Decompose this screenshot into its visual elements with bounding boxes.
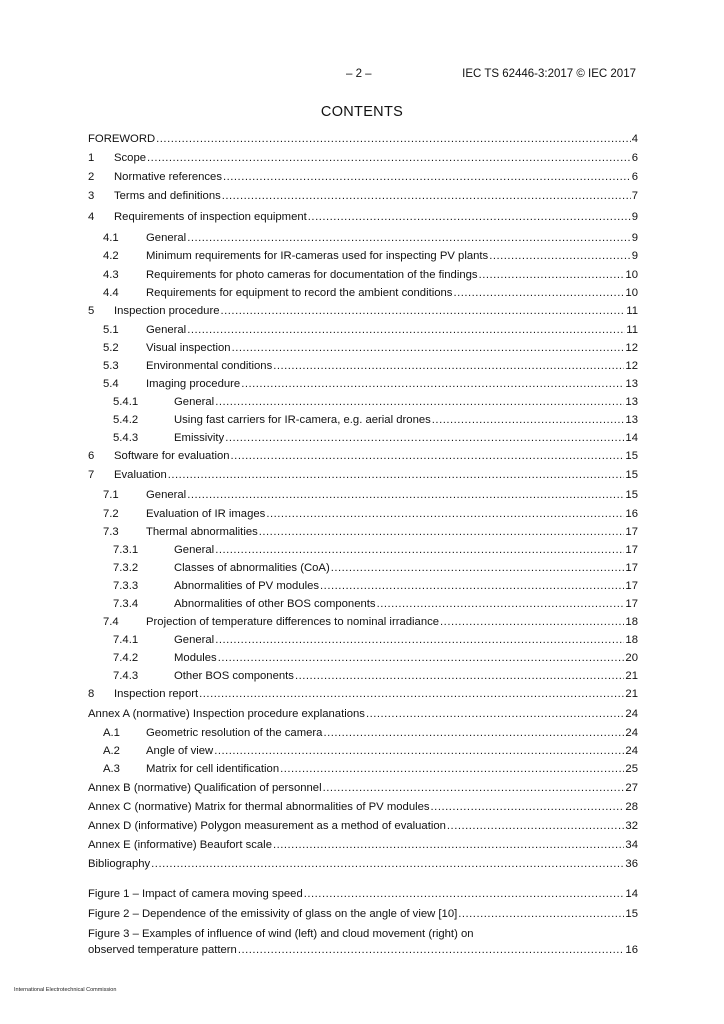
toc-leader-dots — [295, 668, 624, 684]
toc-leader-dots — [273, 837, 624, 853]
toc-entry-title: Annex A (normative) Inspection procedure explanations — [88, 708, 365, 720]
toc-leader-dots — [231, 448, 625, 464]
toc-entry[interactable] — [88, 209, 638, 225]
toc-entry[interactable] — [88, 818, 638, 834]
toc-entry-title: General — [146, 232, 187, 244]
toc-entry-title: Classes of abnormalities (CoA) — [174, 562, 330, 574]
toc-entry[interactable] — [88, 542, 638, 558]
toc-entry-title: Annex C (normative) Matrix for thermal abnormalities of PV modules — [88, 801, 430, 813]
toc-entry-page: 11 — [626, 324, 638, 336]
toc-entry-title: Bibliography — [88, 858, 151, 870]
toc-entry-page: 24 — [625, 745, 638, 757]
toc-entry[interactable] — [88, 487, 638, 503]
toc-entry-title: Emissivity — [174, 432, 225, 444]
toc-entry-page: 27 — [625, 782, 638, 794]
toc-entry-page: 28 — [625, 801, 638, 813]
toc-entry[interactable] — [88, 632, 638, 648]
toc-entry-number: 5.4.1 — [113, 396, 139, 408]
toc-leader-dots — [331, 560, 625, 576]
toc-entry-page: 15 — [625, 450, 638, 462]
toc-entry-title: Matrix for cell identification — [146, 763, 280, 775]
toc-entry-title: Modules — [174, 652, 217, 664]
toc-entry-page: 13 — [625, 396, 638, 408]
toc-entry-title: Other BOS components — [174, 670, 294, 682]
toc-entry-page: 14 — [625, 432, 638, 444]
toc-entry-title: Abnormalities of PV modules — [174, 580, 320, 592]
toc-entry[interactable] — [88, 650, 638, 666]
toc-leader-dots — [232, 340, 625, 356]
toc-entry-number: 7.2 — [103, 508, 119, 520]
toc-entry-number: 5.4.2 — [113, 414, 139, 426]
toc-entry[interactable] — [88, 322, 638, 338]
toc-entry[interactable] — [88, 267, 638, 283]
toc-entry-title: Scope — [114, 152, 147, 164]
toc-entry-page: 14 — [625, 888, 638, 900]
toc-entry[interactable] — [88, 358, 638, 374]
toc-entry-title: General — [174, 634, 215, 646]
toc-entry-number: 4.4 — [103, 287, 119, 299]
toc-entry-page: 16 — [625, 508, 638, 520]
toc-entry-title: Software for evaluation — [114, 450, 230, 462]
toc-entry-page: 15 — [625, 908, 638, 920]
toc-entry[interactable] — [88, 578, 638, 594]
toc-entry-page: 9 — [631, 250, 638, 262]
toc-entry[interactable] — [88, 188, 638, 204]
toc-entry[interactable] — [88, 706, 638, 722]
toc-leader-dots — [187, 230, 631, 246]
toc-entry-title: Requirements of inspection equipment — [114, 211, 307, 223]
publisher-footer: International Electrotechnical Commission — [14, 987, 117, 993]
toc-entry[interactable] — [88, 799, 638, 815]
toc-entry-title: Evaluation of IR images — [146, 508, 266, 520]
toc-entry-title: Geometric resolution of the camera — [146, 727, 323, 739]
toc-entry[interactable] — [88, 743, 638, 759]
toc-entry-page: 10 — [625, 287, 638, 299]
toc-entry[interactable] — [88, 668, 638, 684]
toc-entry-title: Imaging procedure — [146, 378, 241, 390]
page-number: – 2 – — [346, 68, 372, 80]
toc-entry-title: Abnormalities of other BOS components — [174, 598, 376, 610]
toc-entry[interactable] — [88, 524, 638, 540]
toc-entry-number: A.2 — [103, 745, 120, 757]
toc-entry-page: 21 — [625, 688, 638, 700]
toc-entry-number: 8 — [88, 688, 95, 700]
toc-leader-dots — [431, 799, 625, 815]
toc-entry-number: 5.3 — [103, 360, 119, 372]
toc-leader-dots — [432, 412, 625, 428]
toc-entry-page: 34 — [625, 839, 638, 851]
toc-entry-page: 6 — [631, 152, 638, 164]
toc-entry-page: 6 — [631, 171, 638, 183]
toc-entry-number: 6 — [88, 450, 95, 462]
toc-entry-page: 9 — [631, 211, 638, 223]
toc-entry-page: 17 — [625, 580, 638, 592]
toc-entry-title: General — [174, 544, 215, 556]
toc-leader-dots — [241, 376, 624, 392]
toc-leader-dots — [453, 285, 624, 301]
toc-entry-title: Annex B (normative) Qualification of personnel — [88, 782, 322, 794]
toc-entry-number: 3 — [88, 190, 95, 202]
toc-entry-number: 1 — [88, 152, 95, 164]
toc-entry-page: 9 — [631, 232, 638, 244]
toc-entry[interactable] — [88, 394, 638, 410]
toc-entry-title: Minimum requirements for IR-cameras used for inspecting PV plants — [146, 250, 489, 262]
toc-entry-title: Figure 1 – Impact of camera moving speed — [88, 888, 303, 900]
toc-entry-page: 24 — [625, 727, 638, 739]
toc-entry-number: 7.3.2 — [113, 562, 139, 574]
toc-entry[interactable] — [88, 230, 638, 246]
toc-entry-title: Using fast carriers for IR-camera, e.g. aerial drones — [174, 414, 431, 426]
toc-entry-title: Figure 3 – Examples of influence of wind (left) and cloud movement (right) on — [88, 928, 474, 940]
toc-leader-dots — [215, 542, 624, 558]
toc-entry-page: 11 — [626, 305, 638, 317]
toc-entry-page: 36 — [625, 858, 638, 870]
toc-entry[interactable] — [88, 303, 638, 319]
toc-entry-page: 15 — [625, 469, 638, 481]
toc-entry-page: 12 — [625, 342, 638, 354]
toc-entry-title: Projection of temperature differences to nominal irradiance — [146, 616, 440, 628]
toc-entry-title: Normative references — [114, 171, 222, 183]
toc-entry-number: 5.4 — [103, 378, 119, 390]
toc-entry[interactable] — [88, 340, 638, 356]
toc-entry[interactable] — [88, 560, 638, 576]
toc-entry-title: Inspection report — [114, 688, 199, 700]
toc-leader-dots — [323, 780, 625, 796]
toc-leader-dots — [320, 578, 624, 594]
toc-entry-page: 17 — [625, 598, 638, 610]
toc-entry-page: 18 — [625, 634, 638, 646]
toc-entry-title: General — [146, 324, 187, 336]
toc-leader-dots — [323, 725, 624, 741]
toc-entry[interactable] — [88, 837, 638, 853]
toc-entry-page: 15 — [625, 489, 638, 501]
toc-entry-title: General — [146, 489, 187, 501]
toc-entry-number: A.3 — [103, 763, 120, 775]
toc-entry-page: 7 — [631, 190, 638, 202]
toc-leader-dots — [238, 942, 625, 958]
toc-entry-number: 7.4 — [103, 616, 119, 628]
toc-entry-title: Visual inspection — [146, 342, 231, 354]
toc-entry-number: 5.1 — [103, 324, 119, 336]
toc-entry-page: 17 — [625, 562, 638, 574]
toc-leader-dots — [366, 706, 624, 722]
toc-entry-page: 4 — [631, 133, 638, 145]
toc-entry-number: 7.3.3 — [113, 580, 139, 592]
toc-entry-page: 20 — [625, 652, 638, 664]
standard-reference: IEC TS 62446-3:2017 © IEC 2017 — [462, 68, 636, 80]
toc-entry-title: Figure 2 – Dependence of the emissivity of glass on the angle of view [10] — [88, 908, 458, 920]
toc-entry[interactable] — [88, 412, 638, 428]
toc-entry-number: 5.4.3 — [113, 432, 139, 444]
toc-entry-page: 24 — [625, 708, 638, 720]
toc-entry-number: 7.3 — [103, 526, 119, 538]
page-header — [0, 68, 724, 84]
toc-leader-dots — [156, 131, 631, 147]
toc-leader-dots — [214, 743, 624, 759]
toc-entry-title: Annex E (informative) Beaufort scale — [88, 839, 272, 851]
toc-entry-number: 7.3.1 — [113, 544, 139, 556]
toc-leader-dots — [215, 632, 624, 648]
toc-entry-title: General — [174, 396, 215, 408]
toc-entry-title: Annex D (informative) Polygon measurement as a method of evaluation — [88, 820, 446, 832]
toc-entry[interactable] — [88, 596, 638, 612]
toc-entry-page: 17 — [625, 544, 638, 556]
toc-entry[interactable] — [88, 248, 638, 264]
toc-entry-page: 32 — [625, 820, 638, 832]
toc-entry[interactable] — [88, 906, 638, 922]
toc-entry[interactable] — [88, 430, 638, 446]
toc-leader-dots — [199, 686, 624, 702]
toc-leader-dots — [266, 506, 624, 522]
toc-entry-title: Evaluation — [114, 469, 167, 481]
toc-leader-dots — [479, 267, 625, 283]
toc-entry[interactable] — [88, 926, 638, 958]
toc-entry[interactable] — [88, 169, 638, 185]
toc-entry-number: 5.2 — [103, 342, 119, 354]
toc-leader-dots — [377, 596, 625, 612]
toc-entry-number: 4.2 — [103, 250, 119, 262]
toc-leader-dots — [225, 430, 624, 446]
toc-entry-page: 13 — [625, 414, 638, 426]
toc-entry[interactable] — [88, 150, 638, 166]
toc-entry-number: 7.3.4 — [113, 598, 139, 610]
toc-entry-number: 4.3 — [103, 269, 119, 281]
toc-entry-page: 17 — [625, 526, 638, 538]
toc-leader-dots — [308, 209, 631, 225]
toc-entry[interactable] — [88, 506, 638, 522]
toc-entry-title: Angle of view — [146, 745, 214, 757]
toc-entry-page: 25 — [625, 763, 638, 775]
toc-entry[interactable] — [88, 686, 638, 702]
toc-entry-number: 7.4.1 — [113, 634, 139, 646]
toc-entry-title-continued: observed temperature pattern — [88, 944, 237, 956]
toc-entry-title: FOREWORD — [88, 133, 156, 145]
toc-leader-dots — [259, 524, 625, 540]
toc-entry[interactable] — [88, 285, 638, 301]
toc-entry-number: 7 — [88, 469, 95, 481]
toc-entry[interactable] — [88, 725, 638, 741]
toc-entry[interactable] — [88, 131, 638, 147]
toc-entry-page: 18 — [625, 616, 638, 628]
toc-entry-page: 12 — [625, 360, 638, 372]
toc-entry[interactable] — [88, 376, 638, 392]
toc-entry-title: Requirements for equipment to record the ambient conditions — [146, 287, 453, 299]
toc-leader-dots — [147, 150, 631, 166]
toc-entry-number: 7.4.3 — [113, 670, 139, 682]
toc-entry-number: A.1 — [103, 727, 120, 739]
toc-leader-dots — [187, 487, 624, 503]
toc-entry[interactable] — [88, 886, 638, 902]
toc-entry[interactable] — [88, 856, 638, 872]
toc-leader-dots — [223, 169, 631, 185]
toc-leader-dots — [489, 248, 631, 264]
toc-entry-title: Requirements for photo cameras for documentation of the findings — [146, 269, 478, 281]
toc-entry-title: Terms and definitions — [114, 190, 221, 202]
toc-entry[interactable] — [88, 448, 638, 464]
toc-leader-dots — [280, 761, 624, 777]
toc-leader-dots — [187, 322, 625, 338]
toc-entry-number: 7.4.2 — [113, 652, 139, 664]
toc-entry-page: 16 — [625, 944, 638, 956]
toc-entry[interactable] — [88, 761, 638, 777]
toc-entry-page: 10 — [625, 269, 638, 281]
toc-leader-dots — [222, 188, 631, 204]
toc-entry[interactable] — [88, 467, 638, 483]
toc-entry-title: Inspection procedure — [114, 305, 220, 317]
toc-entry-title: Thermal abnormalities — [146, 526, 258, 538]
toc-entry-page: 21 — [625, 670, 638, 682]
toc-entry-number: 7.1 — [103, 489, 119, 501]
toc-leader-dots — [221, 303, 626, 319]
toc-leader-dots — [168, 467, 625, 483]
toc-leader-dots — [273, 358, 624, 374]
toc-entry[interactable] — [88, 780, 638, 796]
page-title: CONTENTS — [320, 104, 404, 120]
toc-entry-number: 4 — [88, 211, 95, 223]
toc-leader-dots — [447, 818, 625, 834]
toc-entry-number: 2 — [88, 171, 95, 183]
toc-leader-dots — [215, 394, 624, 410]
toc-leader-dots — [304, 886, 625, 902]
toc-entry-title: Environmental conditions — [146, 360, 273, 372]
toc-entry-number: 4.1 — [103, 232, 119, 244]
toc-leader-dots — [151, 856, 624, 872]
toc-leader-dots — [458, 906, 624, 922]
toc-entry-page: 13 — [625, 378, 638, 390]
toc-entry[interactable] — [88, 614, 638, 630]
toc-leader-dots — [440, 614, 624, 630]
toc-entry-number: 5 — [88, 305, 95, 317]
toc-leader-dots — [218, 650, 625, 666]
